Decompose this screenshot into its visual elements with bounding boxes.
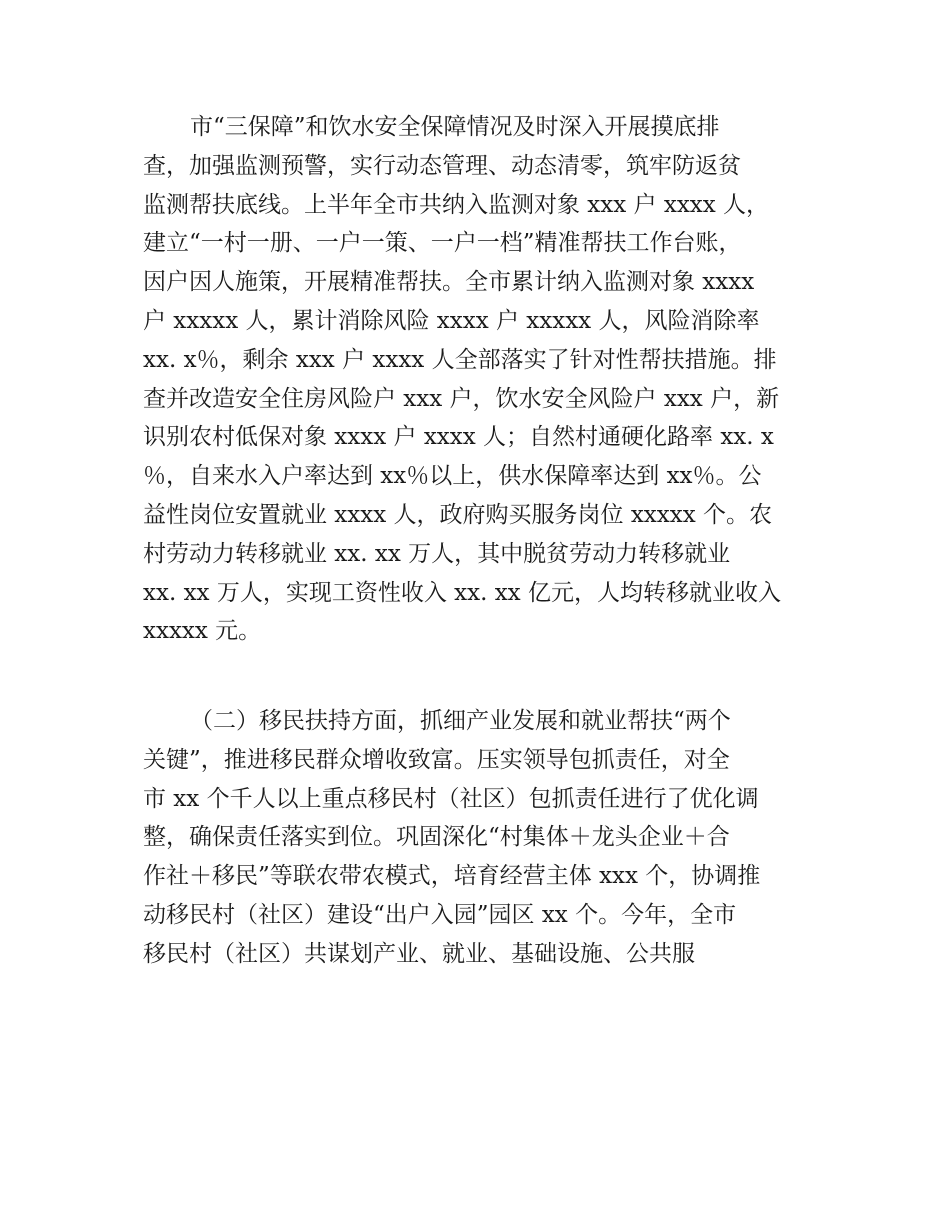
text-line: 移民村（社区）共谋划产业、就业、基础设施、公共服 xyxy=(143,940,695,967)
text-line: 市“三保障”和饮水安全保障情况及时深入开展摸底排 xyxy=(190,114,720,140)
text-line: 因户因人施策，开展精准帮扶。全市累计纳入监测对象 xxxx xyxy=(143,269,755,296)
text-line: 建立“一村一册、一户一策、一户一档”精准帮扶工作台账， xyxy=(143,230,742,257)
text-line: 村劳动力转移就业 xx. xx 万人，其中脱贫劳动力转移就业 xyxy=(143,540,731,567)
text-line: 作社＋移民”等联农带农模式，培育经营主体 xxx 个，协调推 xyxy=(143,863,761,890)
text-line: xxxxx 元。 xyxy=(143,618,262,645)
text-line: 关键”，推进移民群众增收致富。压实领导包抓责任，对全 xyxy=(143,746,730,773)
text-line: 整，确保责任落实到位。巩固深化“村集体＋龙头企业＋合 xyxy=(143,824,730,851)
text-line: 查，加强监测预警，实行动态管理、动态清零，筑牢防返贫 xyxy=(143,152,741,179)
text-line: 益性岗位安置就业 xxxx 人，政府购买服务岗位 xxxxx 个。农 xyxy=(143,501,772,528)
text-line: 监测帮扶底线。上半年全市共纳入监测对象 xxx 户 xxxx 人， xyxy=(143,191,770,218)
text-line: 户 xxxxx 人，累计消除风险 xxxx 户 xxxxx 人，风险消除率 xyxy=(143,307,760,334)
text-line: （二）移民扶持方面，抓细产业发展和就业帮扶“两个 xyxy=(190,708,731,734)
text-line: xx. xx 万人，实现工资性收入 xx. xx 亿元，人均转移就业收入 xyxy=(143,579,781,606)
text-line: xx. x％，剩余 xxx 户 xxxx 人全部落实了针对性帮扶措施。排 xyxy=(143,346,777,373)
text-line: 查并改造安全住房风险户 xxx 户，饮水安全风险户 xxx 户，新 xyxy=(143,385,780,412)
paragraph-poverty-monitoring xyxy=(143,108,813,651)
paragraph-migrant-support xyxy=(143,702,813,974)
text-line: ％，自来水入户率达到 xx％以上，供水保障率达到 xx％。公 xyxy=(143,463,762,490)
text-line: 市 xx 个千人以上重点移民村（社区）包抓责任进行了优化调 xyxy=(143,785,759,812)
text-line: 识别农村低保对象 xxxx 户 xxxx 人；自然村通硬化路率 xx. x xyxy=(143,424,774,451)
text-line: 动移民村（社区）建设“出户入园”园区 xx 个。今年，全市 xyxy=(143,901,737,928)
